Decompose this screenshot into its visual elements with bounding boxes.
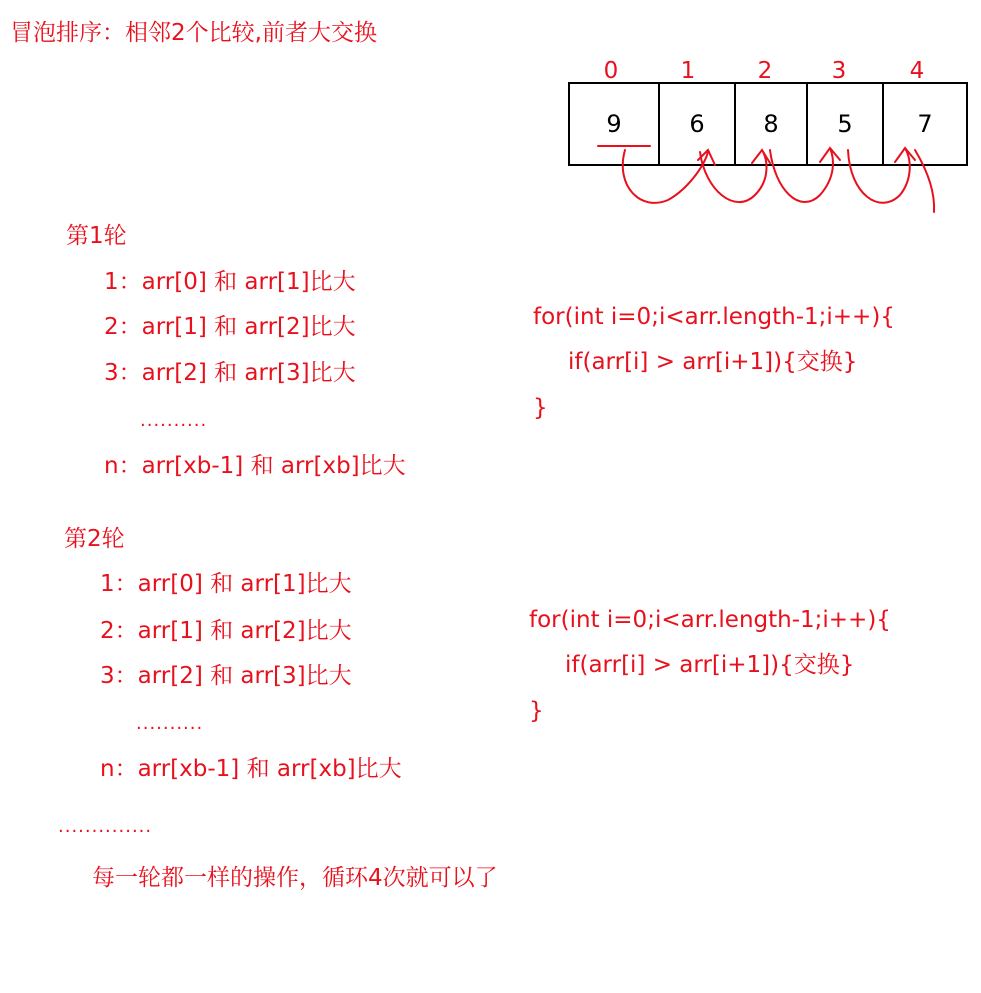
round-2-code-if: if(arr[i] > arr[i+1]){交换} — [565, 652, 855, 678]
round-1-code-if: if(arr[i] > arr[i+1]){交换} — [568, 349, 858, 375]
round-1-code-close: } — [533, 395, 548, 421]
swap-arrow-3-4 — [848, 148, 915, 203]
round-1-code-for: for(int i=0;i<arr.length-1;i++){ — [533, 304, 895, 330]
array-cell-3: 5 — [806, 82, 884, 166]
round-2-title: 第2轮 — [64, 526, 125, 552]
swap-arrow-2-3 — [770, 148, 840, 202]
array-index-1: 1 — [680, 58, 696, 84]
swap-arrow-1-2 — [700, 150, 770, 202]
round-1-step-1: 1：arr[0] 和 arr[1]比大 — [104, 269, 356, 295]
summary-note: 每一轮都一样的操作，循环4次就可以了 — [92, 865, 498, 891]
round-2-ellipsis: .......... — [136, 713, 204, 734]
round-2-step-2: 2：arr[1] 和 arr[2]比大 — [100, 618, 352, 644]
round-1-step-2: 2：arr[1] 和 arr[2]比大 — [104, 314, 356, 340]
round-1-step-n: n：arr[xb-1] 和 arr[xb]比大 — [104, 453, 406, 479]
swap-arrow-tail — [915, 150, 934, 212]
array-cell-1: 6 — [658, 82, 736, 166]
round-2-step-3: 3：arr[2] 和 arr[3]比大 — [100, 663, 352, 689]
round-1-step-3: 3：arr[2] 和 arr[3]比大 — [104, 360, 356, 386]
round-2-code-close: } — [529, 698, 544, 724]
round-2-step-1: 1：arr[0] 和 arr[1]比大 — [100, 571, 352, 597]
array-cell-2: 8 — [734, 82, 808, 166]
array-index-0: 0 — [603, 58, 619, 84]
more-rounds-ellipsis: .............. — [58, 816, 153, 837]
round-2-step-n: n：arr[xb-1] 和 arr[xb]比大 — [100, 756, 402, 782]
array-index-2: 2 — [757, 58, 773, 84]
array-index-4: 4 — [909, 58, 925, 84]
array-cell-0: 9 — [568, 82, 660, 166]
array-index-3: 3 — [831, 58, 847, 84]
round-2-code-for: for(int i=0;i<arr.length-1;i++){ — [529, 607, 891, 633]
round-1-title: 第1轮 — [66, 223, 127, 249]
round-1-ellipsis: .......... — [140, 410, 208, 431]
array-cell-4: 7 — [882, 82, 968, 166]
diagram-title: 冒泡排序：相邻2个比较,前者大交换 — [10, 20, 377, 46]
